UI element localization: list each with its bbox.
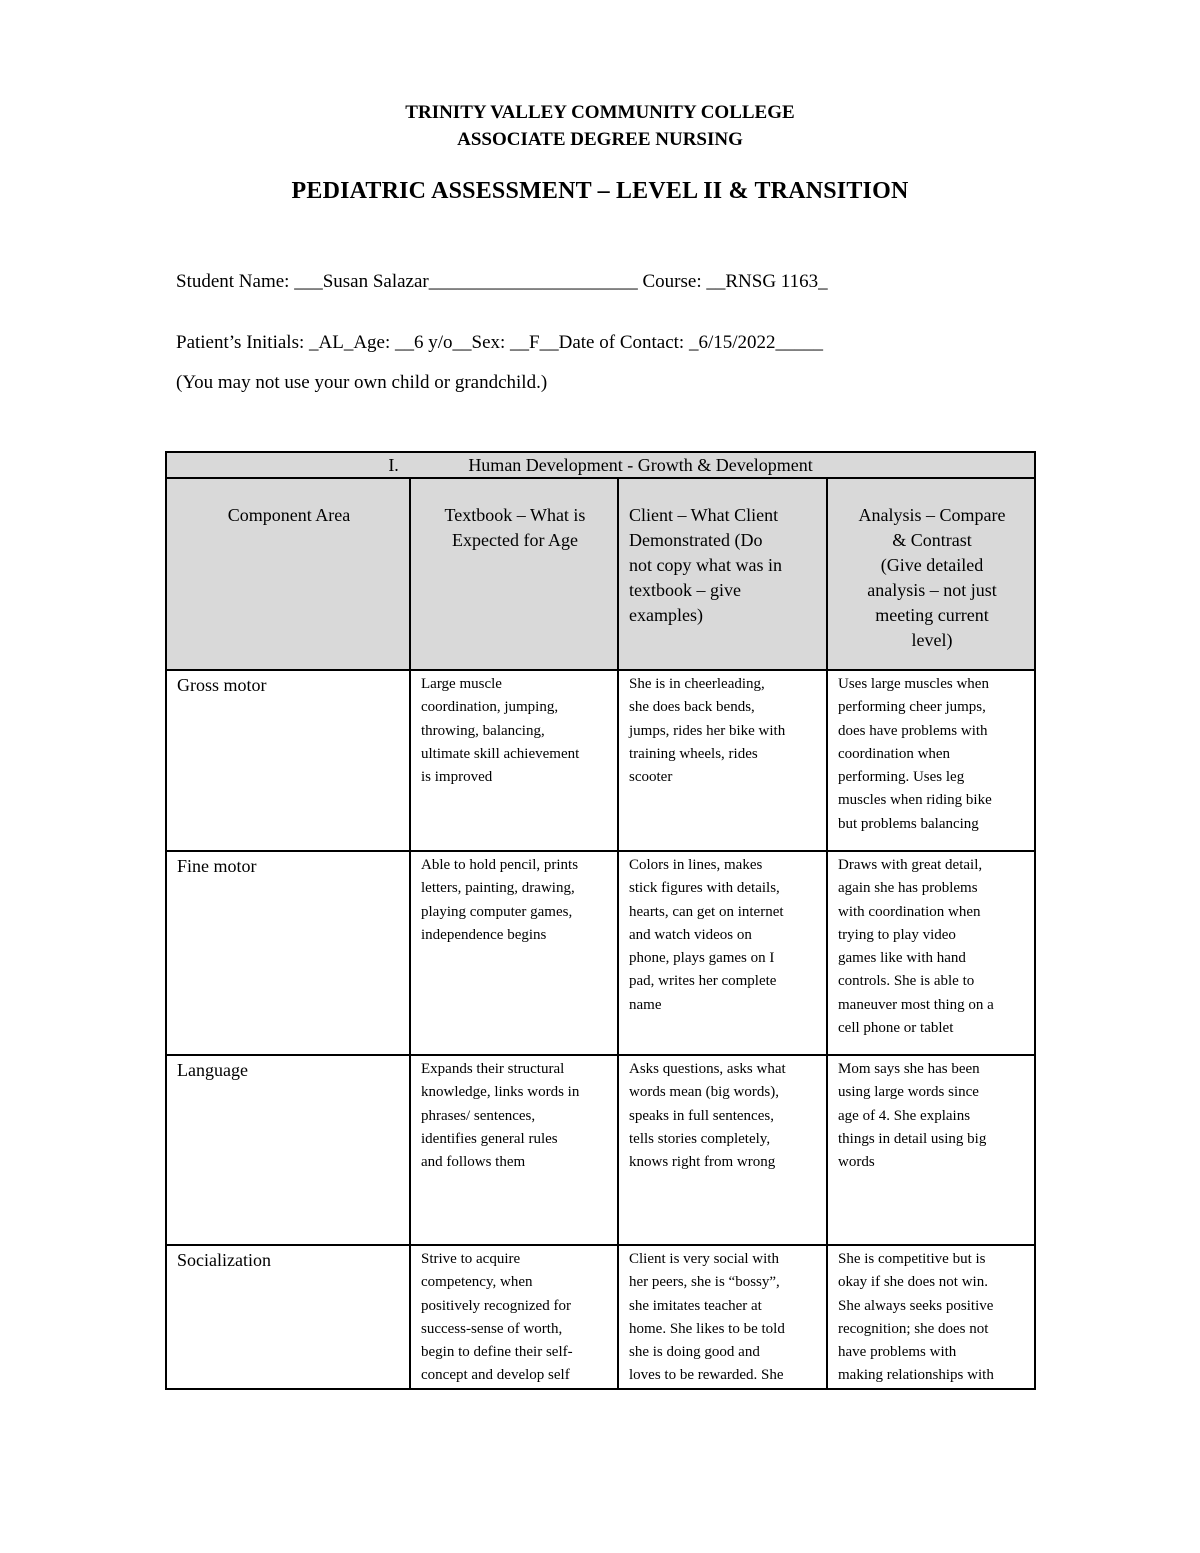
- cell-text: She is competitive but is okay if she does not win. She always seeks positive recognition; she does not have problems with making relationships with: [838, 1251, 994, 1384]
- cell-client: [618, 1055, 827, 1245]
- cell-text: Strive to acquire competency, when positively recognized for success-sense of worth, begin to define their self- concept and develop self: [421, 1251, 573, 1384]
- section-header-row: [166, 452, 1035, 478]
- cell-text: Client is very social with her peers, she is “bossy”, she imitates teacher at home. She likes to be told she is doing good and loves to be rewarded. She: [629, 1251, 785, 1384]
- cell-textbook: [410, 851, 618, 1055]
- cell-textbook: [410, 1055, 618, 1245]
- section-header: [166, 452, 1035, 478]
- cell-text: Draws with great detail, again she has problems with coordination when trying to play video games like with hand controls. She is able to maneuver most thing on a cell phone or tablet: [838, 857, 994, 1037]
- cell-area: [166, 1245, 410, 1389]
- cell-text: Language: [177, 1060, 248, 1080]
- patient-info-line: Patient’s Initials: _AL_Age: __6 y/o__Sex: __F__Date of Contact: _6/15/2022_____: [176, 332, 824, 353]
- cell-text: Expands their structural knowledge, links words in phrases/ sentences, identifies general rules and follows them: [421, 1061, 580, 1171]
- college-name: TRINITY VALLEY COMMUNITY COLLEGE: [405, 102, 795, 123]
- cell-client: [618, 670, 827, 851]
- cell-analysis: [827, 670, 1035, 851]
- cell-text: Large muscle coordination, jumping, throwing, balancing, ultimate skill achievement is improved: [421, 676, 580, 786]
- cell-analysis: [827, 1055, 1035, 1245]
- growth-development-table: [165, 451, 1036, 1390]
- cell-analysis: [827, 1245, 1035, 1389]
- cell-text: Asks questions, asks what words mean (big words), speaks in full sentences, tells stories completely, knows right from wrong: [629, 1061, 786, 1171]
- cell-text: Socialization: [177, 1250, 271, 1270]
- table-row: [166, 1055, 1035, 1245]
- cell-text: Colors in lines, makes stick figures with details, hearts, can get on internet and watch videos on phone, plays games on I pad, writes her complete name: [629, 857, 784, 1013]
- cell-text: Mom says she has been using large words since age of 4. She explains things in detail using big words: [838, 1061, 987, 1171]
- cell-area: [166, 670, 410, 851]
- cell-analysis: [827, 851, 1035, 1055]
- column-header-label: Textbook – What is Expected for Age: [444, 505, 586, 550]
- column-header-label: Analysis – Compare & Contrast (Give detailed analysis – not just meeting current level): [858, 505, 1006, 650]
- cell-text: Gross motor: [177, 675, 267, 695]
- student-course-line: Student Name: ___Susan Salazar______________________ Course: __RNSG 1163_: [176, 271, 828, 292]
- cell-text: Fine motor: [177, 856, 257, 876]
- cell-textbook: [410, 1245, 618, 1389]
- cell-client: [618, 1245, 827, 1389]
- cell-text: She is in cheerleading, she does back bends, jumps, rides her bike with training wheels, rides scooter: [629, 676, 786, 786]
- cell-area: [166, 851, 410, 1055]
- table-row: [166, 851, 1035, 1055]
- table-row: [166, 670, 1035, 851]
- cell-client: [618, 851, 827, 1055]
- column-header-client: [618, 478, 827, 670]
- column-header-textbook: [410, 478, 618, 670]
- note-text: (You may not use your own child or grandchild.): [176, 372, 548, 393]
- cell-textbook: [410, 670, 618, 851]
- cell-text: Able to hold pencil, prints letters, painting, drawing, playing computer games, independence begins: [421, 857, 579, 943]
- cell-text: Uses large muscles when performing cheer jumps, does have problems with coordination when performing. Uses leg muscles when riding bike but problems balancing: [838, 676, 992, 832]
- column-header-component: [166, 478, 410, 670]
- column-header-label: Client – What Client Demonstrated (Do not copy what was in textbook – give examples): [629, 505, 782, 625]
- program-name: ASSOCIATE DEGREE NURSING: [457, 129, 743, 150]
- table-row: [166, 1245, 1035, 1389]
- column-header-row: [166, 478, 1035, 670]
- column-header-label: Component Area: [227, 505, 351, 525]
- column-header-analysis: [827, 478, 1035, 670]
- cell-area: [166, 1055, 410, 1245]
- document-title: PEDIATRIC ASSESSMENT – LEVEL II & TRANSITION: [291, 178, 909, 204]
- section-title: Human Development - Growth & Development: [468, 455, 813, 475]
- section-number: I.: [388, 455, 399, 475]
